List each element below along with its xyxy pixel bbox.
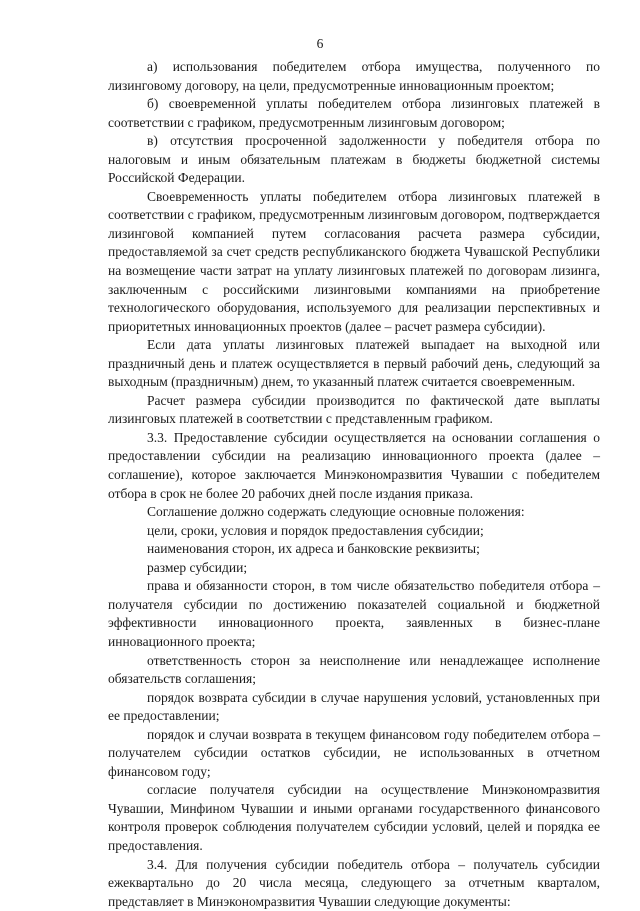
page-number: 6	[316, 36, 324, 51]
paragraph: б) своевременной уплаты победителем отбора лизинговых платежей в соответствии с графиком, предусмотренным лизинговым договором;	[108, 96, 600, 130]
paragraph: 3.3. Предоставление субсидии осуществляется на основании соглашения о предоставлении субсидии на реализацию инновационного проекта (далее – соглашение), которое заключается Минэкономразвития Чувашии с победителем отбора в срок не более 20 рабочих дней после издания приказа.	[108, 429, 600, 501]
paragraph: права и обязанности сторон, в том числе обязательство победителя отбора – получателя субсидии по достижению показателей социальной и бюджетной эффективности инновационного проекта, заявленных в бизнес-плане инновационного проекта;	[108, 578, 600, 649]
paragraph: согласие получателя субсидии на осуществление Минэкономразвития Чувашии, Минфином Чувашии и иными органами государственного финансового контроля проверок соблюдения получателем субсидии условий, целей и порядка ее предоставления.	[108, 782, 600, 853]
paragraph: ответственность сторон за неисполнение или ненадлежащее исполнение обязательств соглашения;	[108, 652, 600, 687]
paragraph: Соглашение должно содержать следующие основные положения:	[147, 504, 525, 520]
paragraph: Если дата уплаты лизинговых платежей выпадает на выходной или праздничный день и платеж осуществляется в первый рабочий день, следующий за выходным (праздничным) днем, то указанный платеж считается своевременным.	[108, 337, 600, 390]
paragraph: размер субсидии;	[147, 559, 248, 575]
paragraph: цели, сроки, условия и порядок предоставления субсидии;	[147, 522, 484, 538]
paragraph: Расчет размера субсидии производится по фактической дате выплаты лизинговых платежей в соответствии с представленным графиком.	[108, 392, 600, 427]
document-body	[108, 58, 600, 911]
paragraph: в) отсутствия просроченной задолженности у победителя отбора по налоговым и иным обязательным платежам в бюджеты бюджетной системы Российской Федерации.	[108, 133, 600, 186]
paragraph: порядок возврата субсидии в случае нарушения условий, установленных при ее предоставлении;	[108, 689, 600, 724]
paragraph: Своевременность уплаты победителем отбора лизинговых платежей в соответствии с графиком, предусмотренным лизинговым договором, подтверждается лизинговой компанией путем согласования расчета размера субсидии, предоставляемой за счет средств республиканского бюджета Чувашской Республики на возмещение части затрат на уплату лизинговых платежей по договорам лизинга, заключенным с российскими лизинговыми компаниями на приобретение технологического оборудования, используемого для реализации перспективных и приоритетных инновационных проектов (далее – расчет размера субсидии).	[108, 188, 600, 334]
paragraph: а) использования победителем отбора имущества, полученного по лизинговому договору, на цели, предусмотренные инновационным проектом;	[108, 59, 600, 93]
paragraph: порядок и случаи возврата в текущем финансовом году победителем отбора – получателем субсидии остатков субсидии, не использованных в отчетном финансовом году;	[108, 726, 600, 779]
paragraph: 3.4. Для получения субсидии победитель отбора – получатель субсидии ежеквартально до 20 числа месяца, следующего за отчетным кварталом, представляет в Минэкономразвития Чувашии следующие документы:	[108, 856, 600, 909]
paragraph: наименования сторон, их адреса и банковские реквизиты;	[147, 541, 480, 557]
